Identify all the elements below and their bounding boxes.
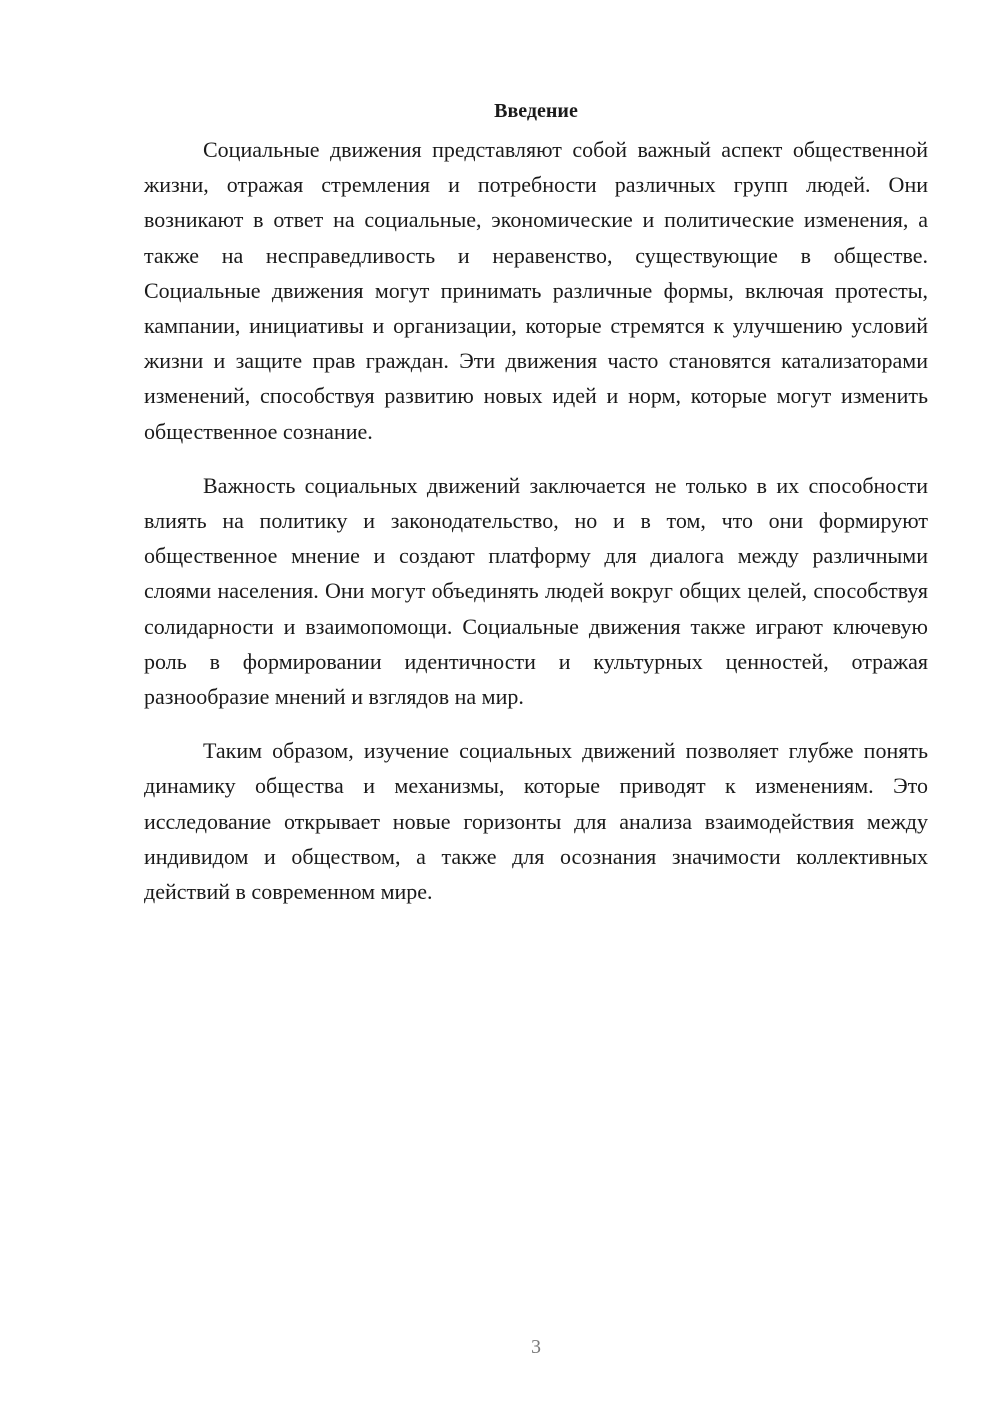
document-body <box>144 96 928 909</box>
paragraph-3: Таким образом, изучение социальных движений позволяет глубже понять динамику общества и механизмы, которые приводят к изменениям. Это исследование открывает новые горизонты для анализа взаимодействия между индивидом и обществом, а также для осознания значимости коллективных действий в современном мире. <box>144 738 928 905</box>
paragraph-1: Социальные движения представляют собой важный аспект общественной жизни, отражая стремления и потребности различных групп людей. Они возникают в ответ на социальные, экономические и политические изменения, а также на несправедливость и неравенство, существующие в обществе. Социальные движения могут принимать различные формы, включая протесты, кампании, инициативы и организации, которые стремятся к улучшению условий жизни и защите прав граждан. Эти движения часто становятся катализаторами изменений, способствуя развитию новых идей и норм, которые могут изменить общественное сознание. <box>144 137 928 444</box>
paragraph-2: Важность социальных движений заключается не только в их способности влиять на политику и законодательство, но и в том, что они формируют общественное мнение и создают платформу для диалога между различными слоями населения. Они могут объединять людей вокруг общих целей, способствуя солидарности и взаимопомощи. Социальные движения также играют ключевую роль в формировании идентичности и культурных ценностей, отражая разнообразие мнений и взглядов на мир. <box>144 472 928 710</box>
page-number: 3 <box>531 1336 541 1358</box>
section-title: Введение <box>494 100 578 122</box>
